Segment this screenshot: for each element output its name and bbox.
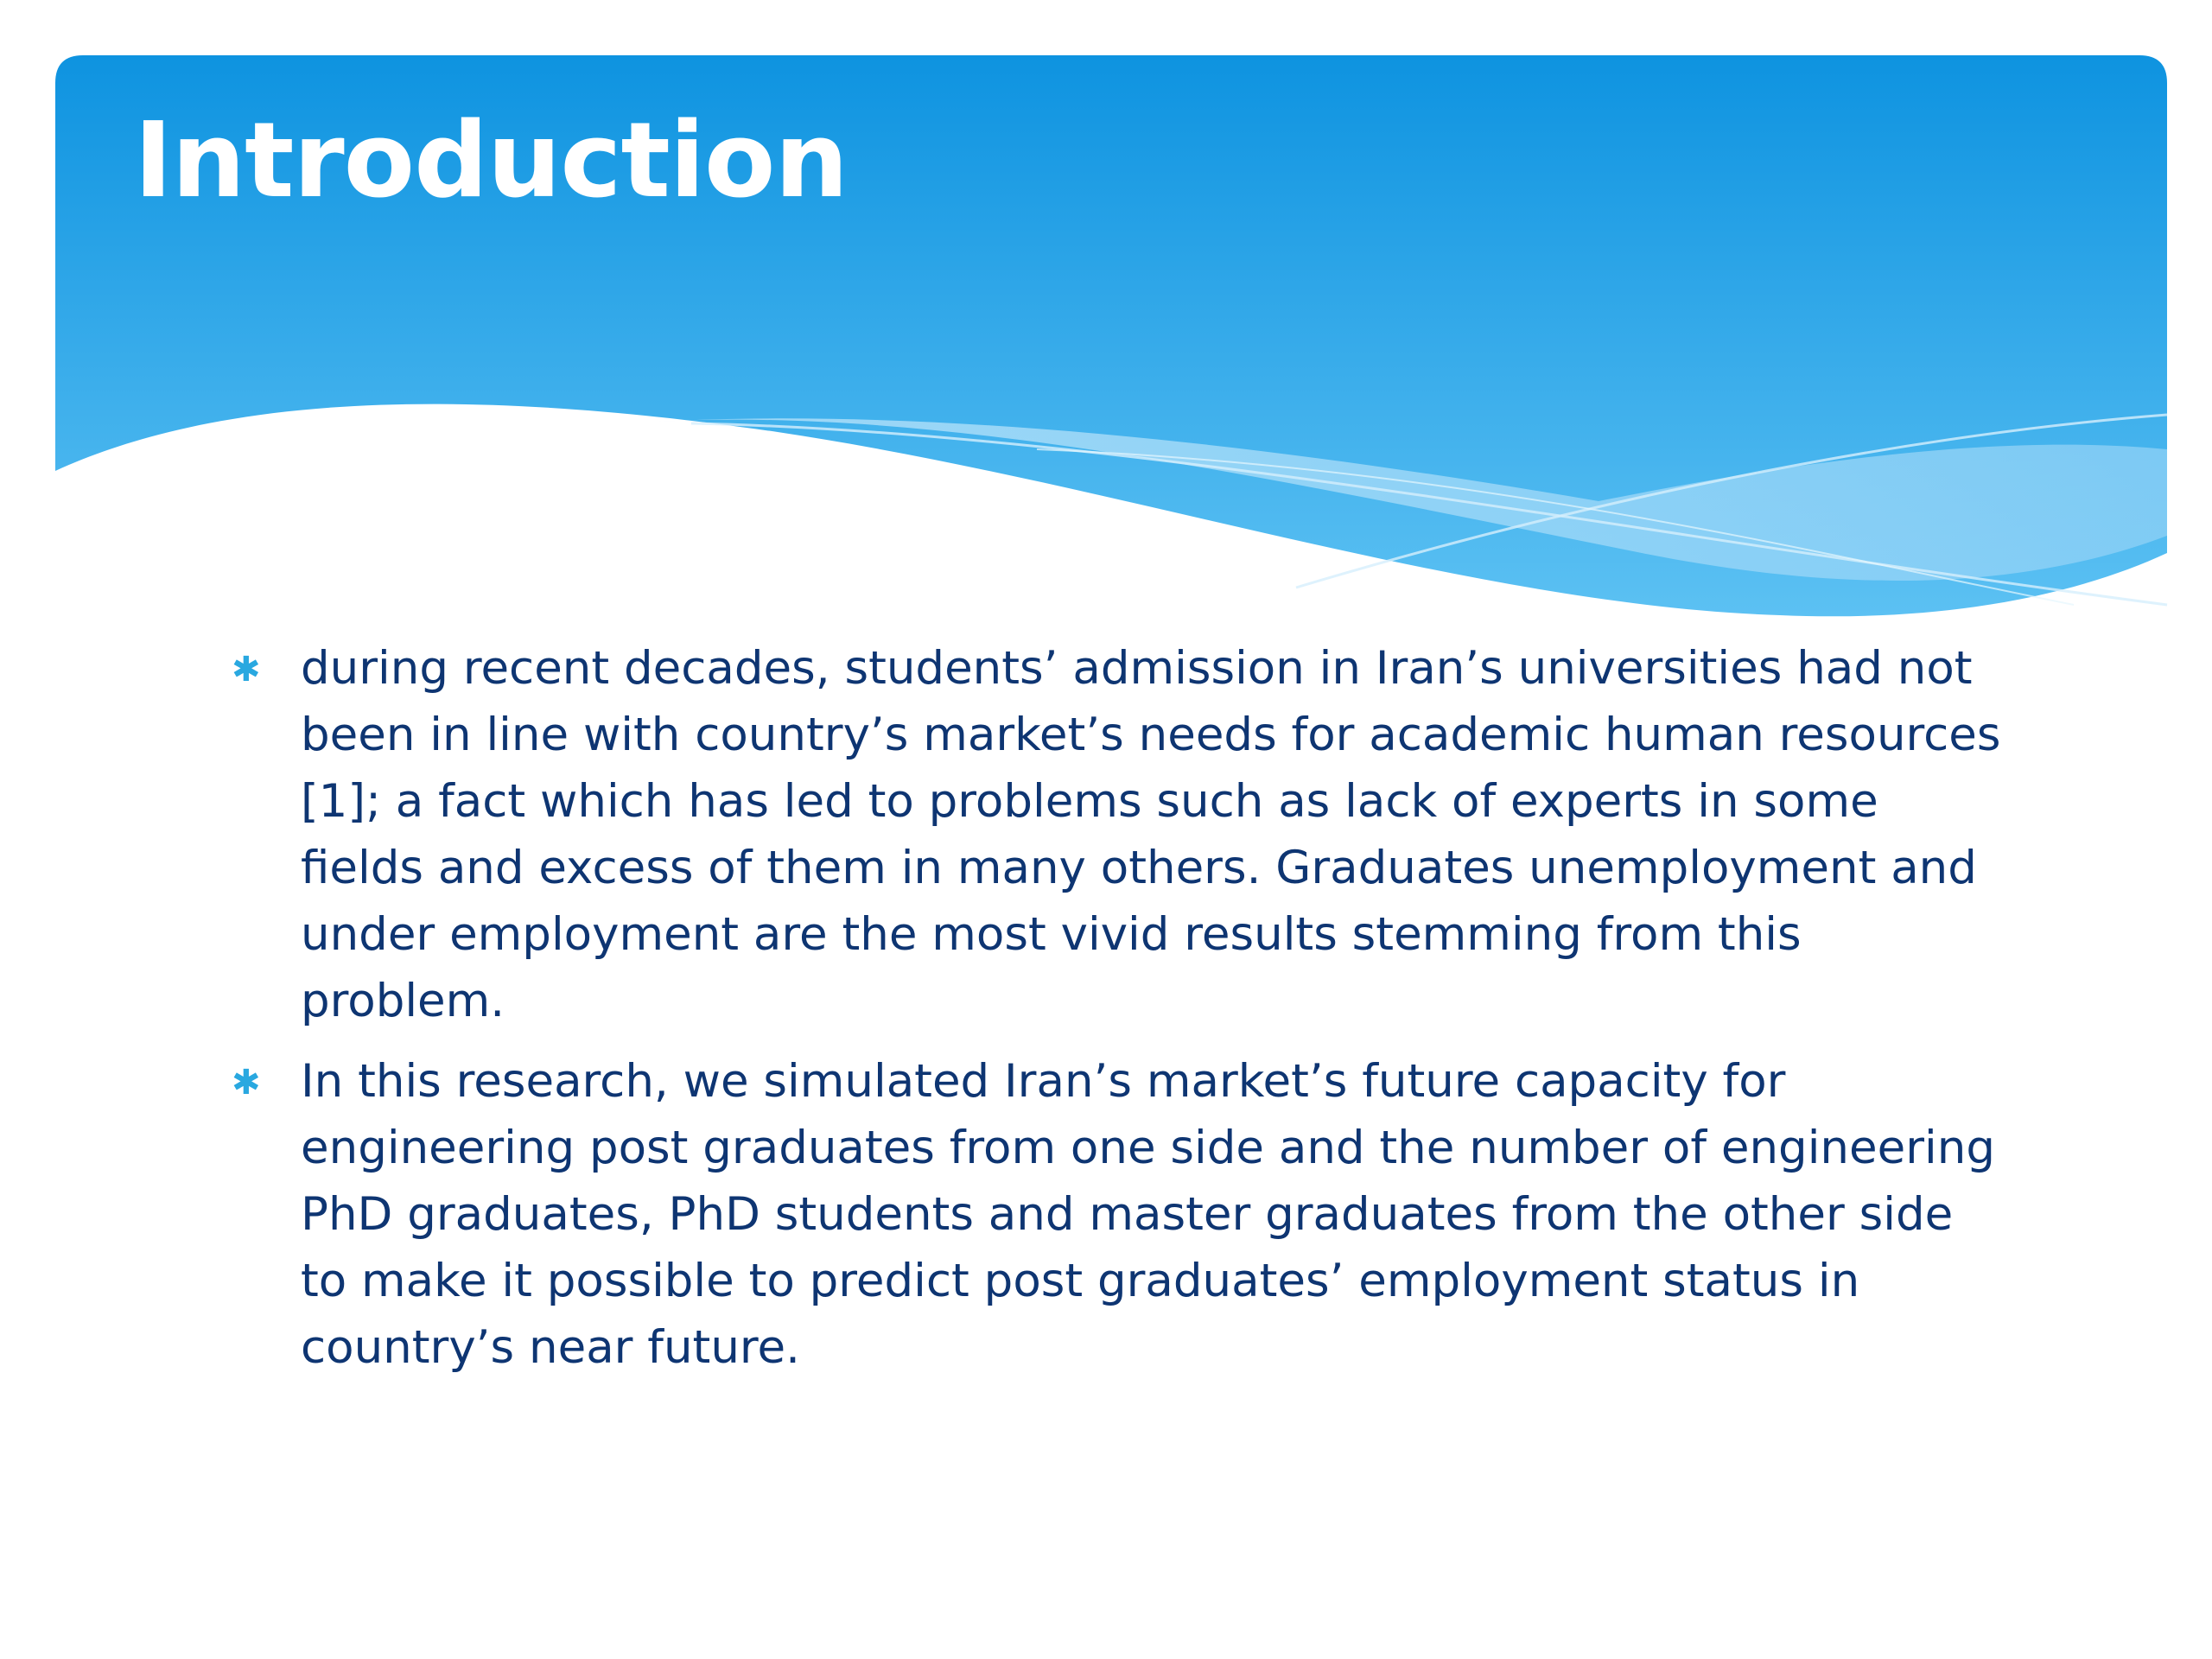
slide-title: Introduction xyxy=(134,101,848,221)
bullet-text: In this research, we simulated Iran’s market’s future capacity for engineering post graduates from one side and the number of engineering PhD graduates, PhD students and master graduates from the other side to make it possible to predict post graduates’ employment status in country’s near future. xyxy=(301,1055,1995,1374)
bullet-text: during recent decades, students’ admission in Iran’s universities had not been in line with country’s market’s needs for academic human resources [1]; a fact which has led to problems such as lack of experts in some fields and excess of them in many others. Graduates unemployment and under employment are the most vivid results stemming from this problem. xyxy=(301,642,2001,1027)
bullet-list xyxy=(232,635,2012,1395)
asterisk-icon: ✱ xyxy=(232,1063,261,1103)
bullet-item xyxy=(232,635,2012,1034)
bullet-item xyxy=(232,1048,2012,1381)
asterisk-icon: ✱ xyxy=(232,650,261,690)
